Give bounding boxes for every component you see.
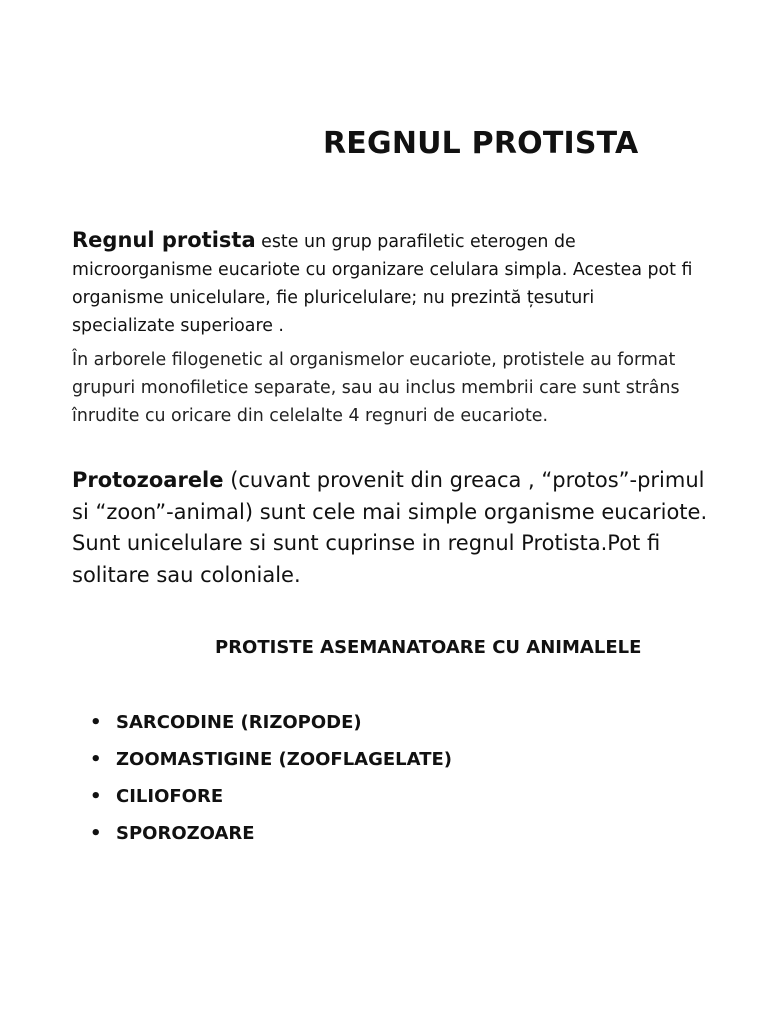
- list-item-label: SARCODINE (RIZOPODE): [116, 712, 362, 733]
- list-item: [90, 784, 452, 821]
- list-item-label: ZOOMASTIGINE (ZOOFLAGELATE): [116, 749, 452, 770]
- list-item: [90, 710, 452, 747]
- protozoa-lead: Protozoarele: [72, 468, 224, 492]
- page-title: REGNUL PROTISTA: [323, 126, 639, 161]
- bullet-icon: •: [90, 786, 102, 807]
- phylogeny-paragraph: În arborele filogenetic al organismelor eucariote, protistele au format grupuri monofiletice separate, sau au inclus membrii care sunt strâns înrudite cu oricare din celelalte 4 regnuri de eucariote.: [72, 350, 680, 426]
- protozoa-paragraph: [72, 465, 712, 591]
- section-heading: PROTISTE ASEMANATOARE CU ANIMALELE: [215, 637, 642, 658]
- list-item: [90, 747, 452, 784]
- protozoa-text: (cuvant provenit din greaca , “protos”-primul si “zoon”-animal) sunt cele mai simple organisme eucariote. Sunt unicelulare si sunt cuprinse in regnul Protista.Pot fi solitare sau coloniale.: [72, 468, 708, 587]
- intro-paragraph: [72, 226, 702, 340]
- intro-lead: Regnul protista: [72, 228, 256, 252]
- list-item-label: CILIOFORE: [116, 786, 224, 807]
- bullet-icon: •: [90, 712, 102, 733]
- protist-list: [90, 710, 452, 858]
- list-item-label: SPOROZOARE: [116, 823, 255, 844]
- list-item: [90, 821, 452, 858]
- bullet-icon: •: [90, 823, 102, 844]
- bullet-icon: •: [90, 749, 102, 770]
- intro-text: este un grup parafiletic eterogen de microorganisme eucariote cu organizare celulara simpla. Acestea pot fi organisme unicelulare, fie pluricelulare; nu prezintă țesuturi specializate superioare .: [72, 232, 693, 336]
